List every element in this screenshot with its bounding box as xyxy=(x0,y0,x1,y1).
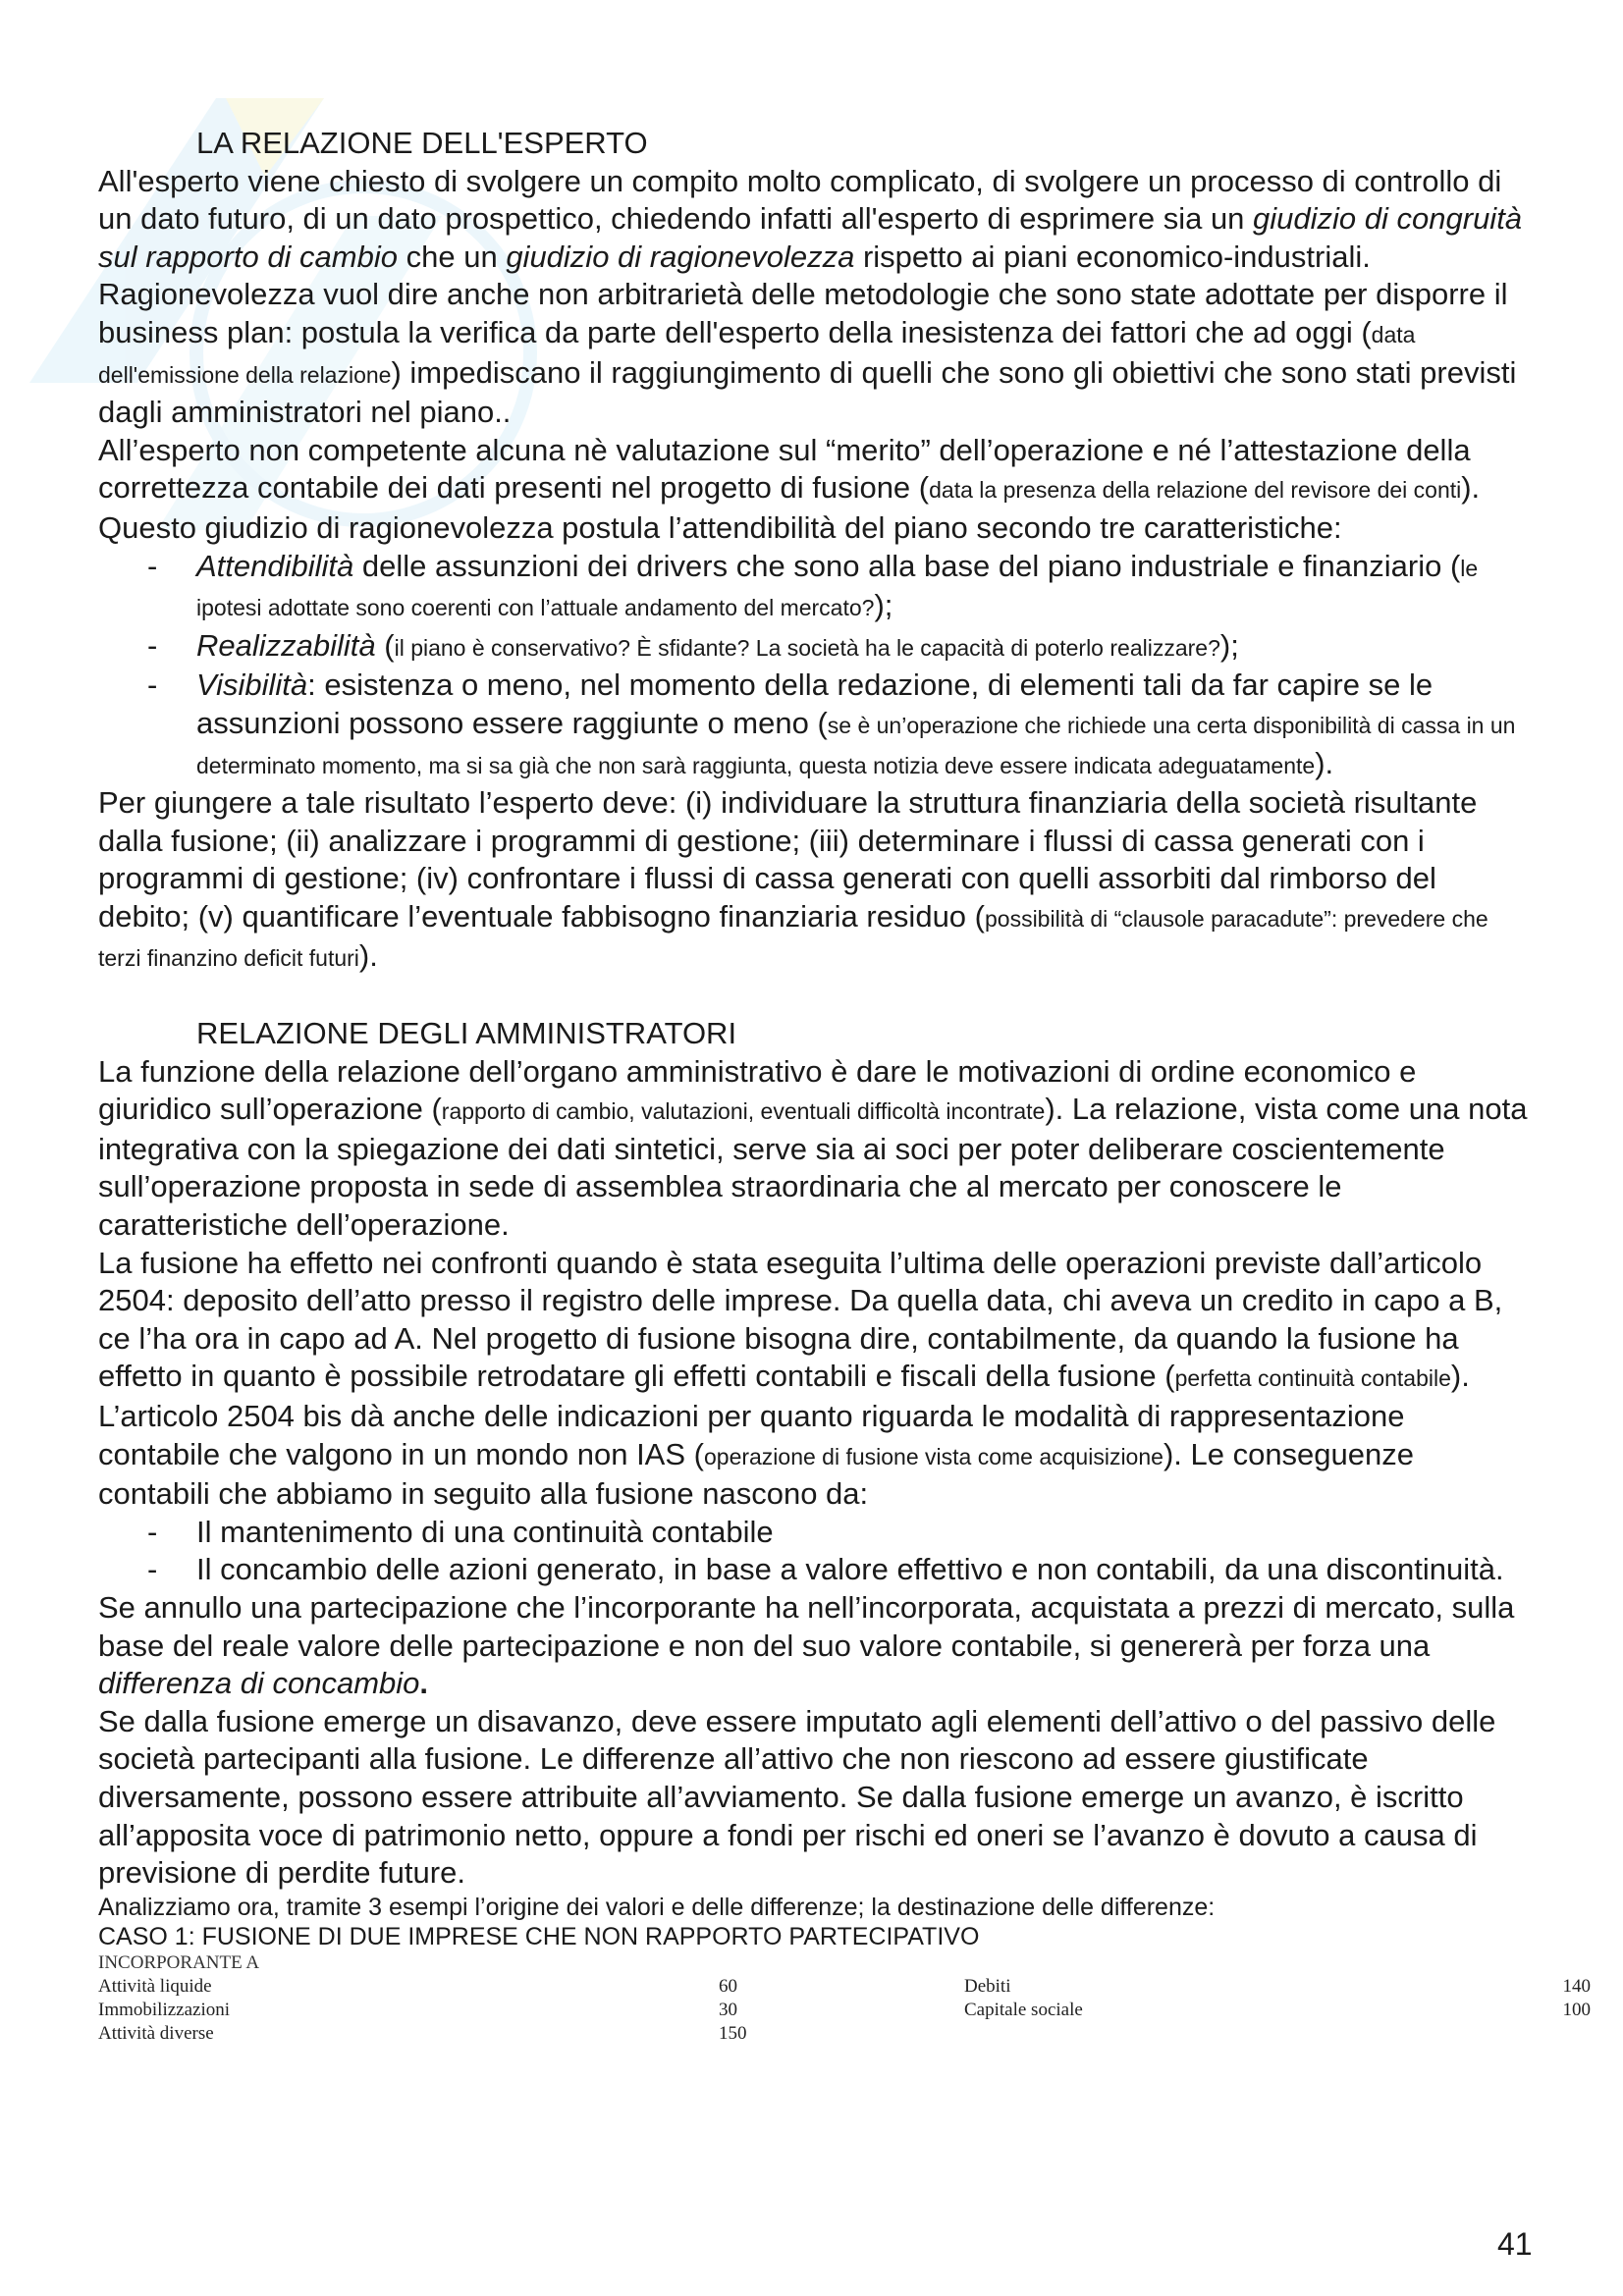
consequences-list xyxy=(98,1514,1532,1589)
case-title: CASO 1: FUSIONE DI DUE IMPRESE CHE NON RAPPORTO PARTECIPATIVO xyxy=(98,1922,980,1950)
text: ). L’articolo 2504 bis dà anche delle indicazioni per quanto riguarda le modalità di rappresentazione contabile che valgono in un mondo non IAS ( xyxy=(98,1359,1470,1471)
table-cell: Capitale sociale xyxy=(964,1999,1083,2020)
table-cell: 100 xyxy=(1562,1999,1591,2020)
text: La fusione ha effetto nei confronti quando è stata eseguita l’ultima delle operazioni previste dall’articolo 2504: deposito dell’atto presso il registro delle imprese. Da quella data, chi aveva un credito in capo a B, ce l’ha ora in capo ad A. Nel progetto di fusione bisogna dire, contabilmente, da quando la fusione ha effetto in quanto è possibile retrodatare gli effetti contabili e fiscali della fusione ( xyxy=(98,1245,1503,1394)
table-row xyxy=(98,1975,1591,1999)
text: delle assunzioni dei drivers che sono alla base del piano industriale e finanziario ( xyxy=(353,548,1461,583)
list-item xyxy=(98,627,1532,667)
table-cell: 150 xyxy=(719,2022,747,2044)
note-text: possibilità di “clausole paracadute”: prevedere che terzi finanzino deficit futuri xyxy=(98,905,1488,972)
table-cell xyxy=(964,2022,1475,2046)
paragraph xyxy=(98,276,1532,431)
note-text: data la presenza della relazione del revisore dei conti xyxy=(929,477,1462,504)
text: Se annullo una partecipazione che l’incorporante ha nell’incorporata, acquistata a prezzi di mercato, sulla base del reale valore delle partecipazione e non del suo valore contabile, si genererà per forza una xyxy=(98,1589,1515,1663)
text: ); xyxy=(874,588,893,623)
text: ). xyxy=(1461,470,1481,506)
text: Per giungere a tale risultato l’esperto deve: (i) individuare la struttura finanziaria della società risultante dalla fusione; (ii) analizzare i programmi di gestione; (iii) determinare i flussi di cassa generati con i programmi di gestione; (iv) confrontare i flussi di cassa generati con quelli assorbiti dal rimborso del debito; (v) quantificare l’eventuale fabbisogno finanziaria residuo ( xyxy=(98,785,1478,934)
paragraph xyxy=(98,1589,1532,1703)
text: ); xyxy=(1219,627,1239,663)
text: All'esperto viene chiesto di svolgere un compito molto complicato, di svolgere un processo di controllo di un dato futuro, di un dato prospettico, chiedendo infatti all'esperto di esprimere sia un xyxy=(98,163,1502,237)
balance-sheet-table xyxy=(98,1975,1591,2046)
list-term: Visibilità xyxy=(196,667,308,703)
note-text: le ipotesi adottate sono coerenti con l’attuale andamento del mercato? xyxy=(196,555,1479,621)
paragraph xyxy=(98,432,1532,509)
list-item xyxy=(98,667,1532,784)
list-term: Attendibilità xyxy=(196,548,354,583)
note-text: operazione di fusione vista come acquisizione xyxy=(703,1443,1163,1469)
table-cell: Attività diverse xyxy=(98,2022,214,2044)
table-caption: INCORPORANTE A xyxy=(98,1951,260,1973)
note-text: il piano è conservativo? È sfidante? La società ha le capacità di poterlo realizzare? xyxy=(394,634,1220,661)
list-item: - Il concambio delle azioni generato, in base a valore effettivo e non contabili, da una discontinuità. xyxy=(98,1551,1532,1589)
text: che un xyxy=(398,239,507,274)
text: All’esperto non competente alcuna nè valutazione sul “merito” dell’operazione e né l’attestazione della correttezza contabile dei dati presenti nel progetto di fusione ( xyxy=(98,432,1471,506)
paragraph: Questo giudizio di ragionevolezza postula l’attendibilità del piano secondo tre caratteristiche: xyxy=(98,509,1342,545)
table-row xyxy=(98,2022,1591,2046)
note-text: se è un’operazione che richiede una certa disponibilità di cassa in un determinato momento, ma si sa già che non sarà raggiunta, questa notizia deve essere indicata adeguatamente xyxy=(196,712,1516,778)
list-item: - Il mantenimento di una continuità contabile xyxy=(98,1514,1532,1552)
text: rispetto ai piani economico-industriali. xyxy=(854,239,1371,274)
text: ). xyxy=(1315,745,1334,780)
table-cell: Attività liquide xyxy=(98,1975,212,1997)
text: ). xyxy=(358,938,378,974)
note-text: perfetta continuità contabile xyxy=(1174,1365,1451,1392)
note-text: data dell'emissione della relazione xyxy=(98,321,1416,388)
italic-text: giudizio di congruità sul rapporto di cambio xyxy=(98,201,1523,274)
page-number: 41 xyxy=(1497,2226,1533,2262)
paragraph xyxy=(98,784,1532,978)
italic-text: giudizio di ragionevolezza xyxy=(506,239,855,274)
text: : esistenza o meno, nel momento della redazione, di elementi tali da far capire se le assunzioni possono essere raggiunte o meno ( xyxy=(196,667,1434,740)
table-cell: 140 xyxy=(1562,1975,1591,1997)
text: . xyxy=(419,1666,429,1701)
table-cell: 30 xyxy=(719,1999,737,2020)
table-row xyxy=(98,1999,1591,2022)
paragraph xyxy=(98,1053,1532,1245)
italic-text: differenza di concambio xyxy=(98,1666,420,1701)
paragraph xyxy=(98,163,1532,277)
paragraph xyxy=(98,1245,1532,1514)
characteristics-list xyxy=(98,548,1532,785)
paragraph-small: Analizziamo ora, tramite 3 esempi l’origine dei valori e delle differenze; la destinazione delle differenze: xyxy=(98,1893,1216,1921)
section-heading-amministratori: RELAZIONE DEGLI AMMINISTRATORI xyxy=(196,1016,737,1051)
text: ). La relazione, vista come una nota integrativa con la spiegazione dei dati sintetici, serve sia ai soci per poter deliberare coscientemente sull’operazione proposta in sede di assemblea straordinaria che al mercato per conoscere le caratteristiche dell’operazione. xyxy=(98,1092,1528,1243)
section-heading-esperto: LA RELAZIONE DELL'ESPERTO xyxy=(196,126,648,160)
text: La funzione della relazione dell’organo amministrativo è dare le motivazioni di ordine economico e giuridico sull’operazione ( xyxy=(98,1053,1417,1127)
text: Ragionevolezza vuol dire anche non arbitrarietà delle metodologie che sono state adottate per disporre il business plan: postula la verifica da parte dell'esperto della inesistenza dei fattori che ad oggi ( xyxy=(98,277,1508,349)
note-text: rapporto di cambio, valutazioni, eventuali difficoltà incontrate xyxy=(441,1098,1046,1125)
spacer xyxy=(98,978,1532,1015)
text: ( xyxy=(375,627,395,663)
text: ). Le conseguenze contabili che abbiamo in seguito alla fusione nascono da: xyxy=(98,1436,1415,1512)
table-cell: 60 xyxy=(719,1975,737,1997)
text: ) impediscano il raggiungimento di quelli che sono gli obiettivi che sono stati previsti dagli amministratori nel piano.. xyxy=(98,354,1517,430)
list-term: Realizzabilità xyxy=(196,627,376,663)
document-body xyxy=(98,125,1591,2046)
table-cell: Debiti xyxy=(964,1975,1011,1997)
paragraph: Se dalla fusione emerge un disavanzo, deve essere imputato agli elementi dell’attivo o del passivo delle società partecipanti alla fusione. Le differenze all’attivo che non riescono ad essere giustificate diversamente, possono essere attribuite all’avviamento. Se dalla fusione emerge un avanzo, è iscritto all’apposita voce di patrimonio netto, oppure a fondi per rischi ed oneri se l’avanzo è dovuto a causa di previsione di perdite future. xyxy=(98,1703,1496,1891)
table-cell: Immobilizzazioni xyxy=(98,1999,231,2020)
list-item xyxy=(98,548,1532,627)
table-cell xyxy=(1475,2022,1591,2046)
